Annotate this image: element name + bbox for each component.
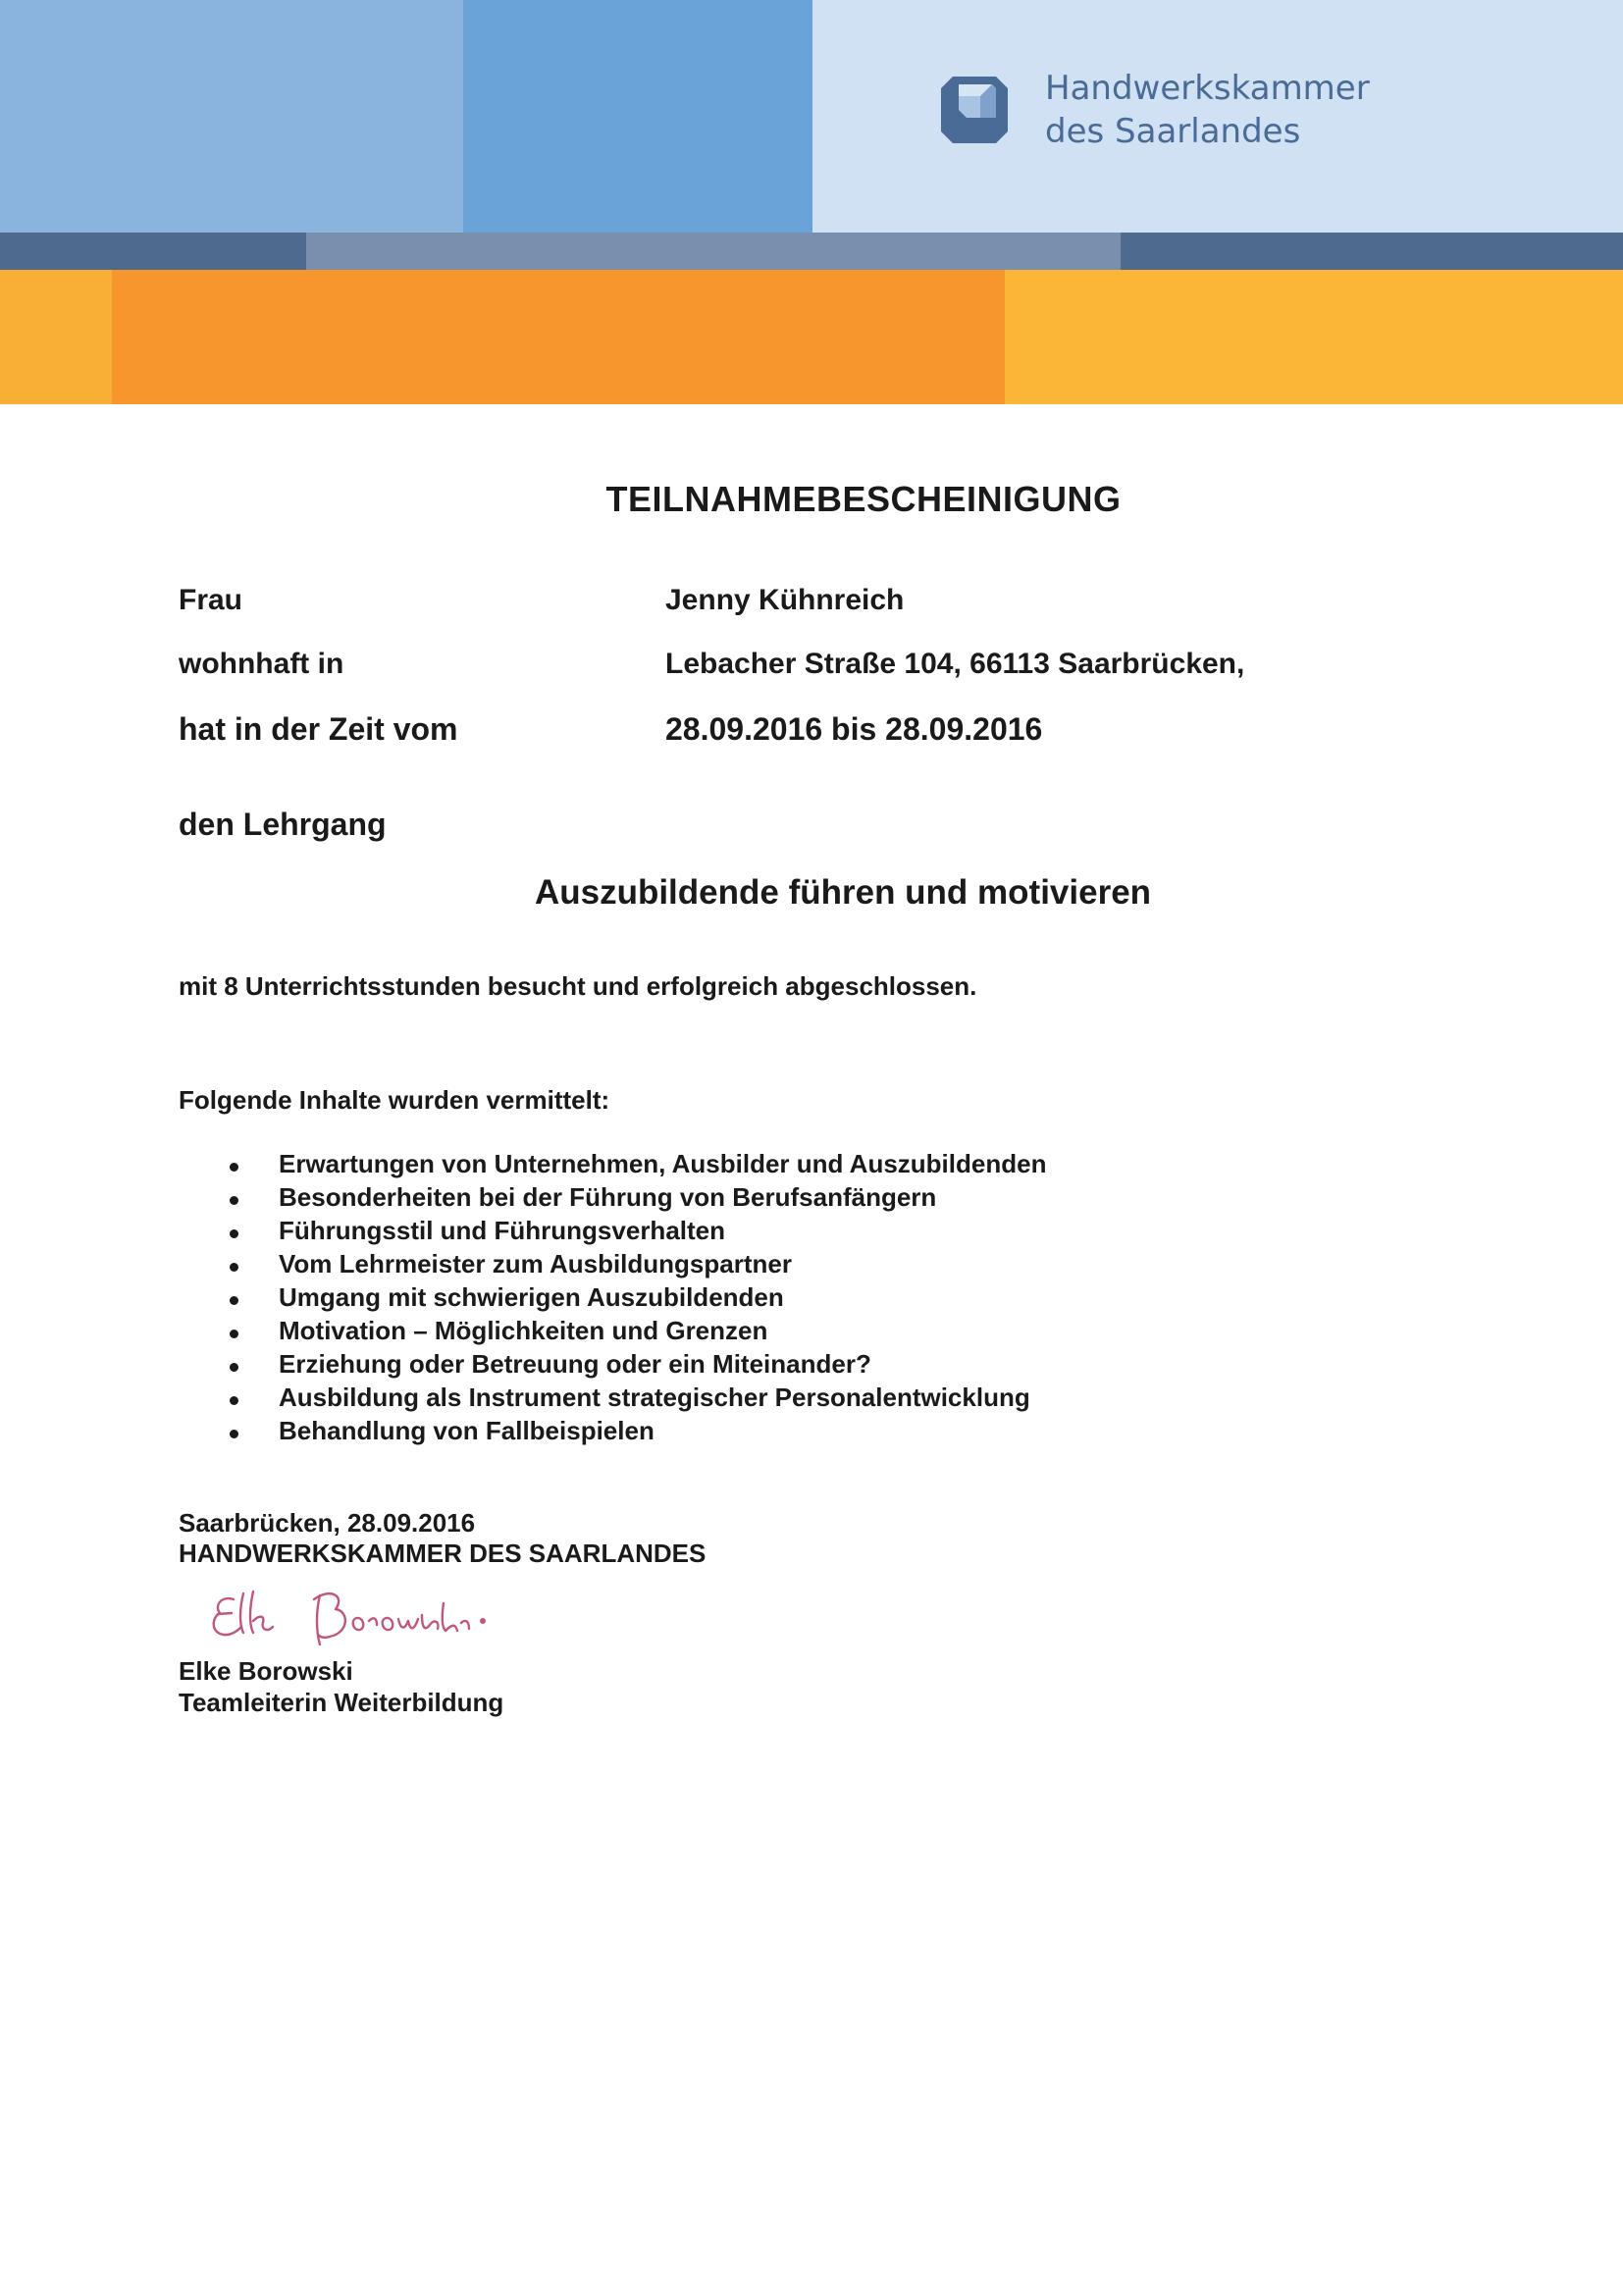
topic-text: Motivation – Möglichkeiten und Grenzen	[279, 1316, 768, 1345]
issuing-organization: HANDWERKSKAMMER DES SAARLANDES	[179, 1539, 707, 1568]
organization-name-line-1: Handwerkskammer	[1045, 69, 1370, 108]
course-title: Auszubildende führen und motivieren	[534, 873, 1152, 912]
bullet-icon	[230, 1263, 238, 1272]
residence-label: wohnhaft in	[179, 648, 344, 680]
handwritten-signature	[204, 1582, 518, 1654]
topic-text: Umgang mit schwierigen Auszubildenden	[279, 1282, 784, 1312]
place-and-date: Saarbrücken, 28.09.2016	[179, 1508, 476, 1538]
topic-text: Vom Lehrmeister zum Ausbildungspartner	[279, 1249, 792, 1278]
topic-text: Ausbildung als Instrument strategischer Personalentwicklung	[279, 1383, 1030, 1412]
bullet-icon	[230, 1363, 238, 1372]
topic-text: Behandlung von Fallbeispielen	[279, 1416, 654, 1445]
bullet-icon	[230, 1430, 238, 1438]
banner-band-amber-left	[0, 270, 112, 404]
topic-text: Erziehung oder Betreuung oder ein Miteinander?	[279, 1349, 871, 1379]
signer-name: Elke Borowski	[179, 1656, 353, 1686]
bullet-icon	[230, 1330, 238, 1338]
course-label: den Lehrgang	[179, 807, 387, 842]
banner-band-amber-right	[1005, 270, 1623, 404]
banner-band-blue-mid	[463, 0, 812, 233]
participant-address: Lebacher Straße 104, 66113 Saarbrücken,	[665, 648, 1245, 680]
contents-heading: Folgende Inhalte wurden vermittelt:	[179, 1085, 610, 1115]
bullet-icon	[230, 1296, 238, 1305]
salutation-label: Frau	[179, 584, 243, 616]
banner-bar-slate-right	[1121, 233, 1623, 270]
signer-role: Teamleiterin Weiterbildung	[179, 1688, 504, 1717]
banner-bar-slate-mid	[306, 233, 1121, 270]
participant-name: Jenny Kühnreich	[665, 584, 905, 616]
bullet-icon	[230, 1196, 238, 1205]
bullet-icon	[230, 1229, 238, 1238]
course-period: 28.09.2016 bis 28.09.2016	[665, 711, 1043, 747]
topic-text: Besonderheiten bei der Führung von Berufsanfängern	[279, 1182, 937, 1212]
document-title: TEILNAHMEBESCHEINIGUNG	[605, 479, 1122, 519]
completion-statement: mit 8 Unterrichtsstunden besucht und erfolgreich abgeschlossen.	[179, 971, 977, 1001]
topic-text: Erwartungen von Unternehmen, Ausbilder und Auszubildenden	[279, 1149, 1047, 1178]
organization-logo	[937, 67, 1379, 165]
organization-name-line-2: des Saarlandes	[1045, 112, 1301, 151]
header-banner	[0, 0, 1623, 404]
bullet-icon	[230, 1396, 238, 1405]
banner-band-orange-mid	[112, 270, 1005, 404]
banner-bar-slate-left	[0, 233, 306, 270]
topic-text: Führungsstil und Führungsverhalten	[279, 1216, 725, 1245]
hwk-cube-logo-icon	[937, 73, 1012, 147]
bullet-icon	[230, 1163, 238, 1172]
organization-name	[1045, 67, 1370, 153]
banner-band-blue-left	[0, 0, 463, 233]
period-label: hat in der Zeit vom	[179, 711, 458, 747]
